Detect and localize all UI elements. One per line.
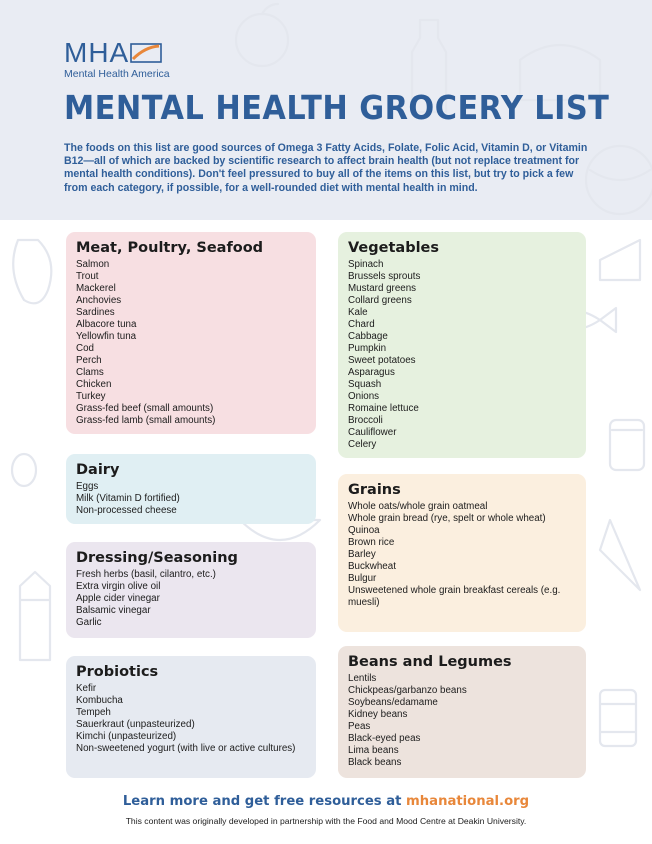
list-item: Tempeh [76, 707, 111, 718]
list-item: Pumpkin [348, 343, 387, 354]
can-doodle-icon [600, 690, 636, 746]
category-card [338, 474, 586, 632]
list-item: Spinach [348, 259, 384, 270]
footer-note: This content was originally developed in partnership with the Food and Mood Centre at Deakin University. [125, 816, 527, 826]
footer-cta-text: Learn more and get free resources at [122, 794, 402, 809]
list-item: Clams [76, 367, 104, 378]
item-list [76, 481, 306, 517]
category-title: Dairy [76, 462, 120, 478]
list-item: Quinoa [348, 525, 380, 536]
category-card [66, 656, 316, 778]
list-item: Buckwheat [348, 561, 396, 572]
category-card [338, 232, 586, 458]
category-title: Grains [348, 482, 401, 498]
list-item: Perch [76, 355, 102, 366]
item-list [76, 569, 306, 629]
item-list [348, 501, 576, 609]
fruit-doodle-icon [236, 4, 288, 66]
list-item: Balsamic vinegar [76, 605, 151, 616]
item-list [348, 259, 576, 451]
list-item: Brussels sprouts [348, 271, 421, 282]
intro-paragraph: The foods on this list are good sources of Omega 3 Fatty Acids, Folate, Folic Acid, Vitamin D, or Vitamin B12—all of which are backed by scientific research to affect brain health (but not replace treatment for mental health conditions). Don't feel pressured to buy all of the items on this list, but try to pick a few from each category, if possible, for a well-rounded diet with mental health in mind. [64, 142, 588, 194]
list-item: Bulgur [348, 573, 377, 584]
list-item: Cod [76, 343, 94, 354]
item-list [348, 673, 576, 769]
item-list [76, 259, 306, 427]
cabbage-doodle-icon [586, 146, 652, 214]
category-card [66, 542, 316, 638]
list-item: Anchovies [76, 295, 122, 306]
category-card [66, 232, 316, 434]
category-title: Meat, Poultry, Seafood [76, 240, 264, 256]
list-item: Asparagus [348, 367, 395, 378]
list-item: Trout [76, 271, 99, 282]
website-link[interactable]: mhanational.org [406, 794, 530, 809]
list-item: Kidney beans [348, 709, 408, 720]
list-item: Chicken [76, 379, 112, 390]
list-item: Eggs [76, 481, 99, 492]
milk-carton-doodle-icon [20, 572, 50, 660]
category-title: Probiotics [76, 664, 159, 680]
list-item: Peas [348, 721, 371, 732]
list-item: Whole grain bread (rye, spelt or whole wheat) [348, 513, 546, 524]
category-card [338, 646, 586, 778]
list-item: Garlic [76, 617, 102, 628]
carrot-doodle-icon [600, 520, 640, 590]
pepper-doodle-icon [13, 240, 51, 303]
list-item: Barley [348, 549, 376, 560]
egg-doodle-icon [12, 454, 36, 486]
list-item: Grass-fed lamb (small amounts) [76, 415, 216, 426]
list-item: Chickpeas/garbanzo beans [348, 685, 467, 696]
item-list [76, 683, 306, 755]
list-item: Mustard greens [348, 283, 417, 294]
list-item: Apple cider vinegar [76, 593, 160, 604]
list-item: Sauerkraut (unpasteurized) [76, 719, 195, 730]
category-title: Vegetables [348, 240, 440, 256]
list-item: Romaine lettuce [348, 403, 419, 414]
list-item: Albacore tuna [76, 319, 137, 330]
page-title: MENTAL HEALTH GROCERY LIST [64, 88, 610, 127]
cheese-doodle-icon [600, 240, 640, 280]
list-item: Collard greens [348, 295, 412, 306]
list-item: Turkey [76, 391, 106, 402]
list-item: Kimchi (unpasteurized) [76, 731, 177, 742]
category-card [66, 454, 316, 524]
list-item: Milk (Vitamin D fortified) [76, 493, 180, 504]
list-item: Onions [348, 391, 380, 402]
list-item: Black beans [348, 757, 402, 768]
list-item: Kale [348, 307, 368, 318]
mha-logo [64, 37, 170, 80]
list-item: Squash [348, 379, 382, 390]
list-item: Kefir [76, 683, 97, 694]
list-item: Lentils [348, 673, 377, 684]
list-item: Unsweetened whole grain breakfast cereals (e.g. muesli) [348, 585, 561, 608]
list-item: Kombucha [76, 695, 123, 706]
category-title: Dressing/Seasoning [76, 550, 238, 566]
list-item: Black-eyed peas [348, 733, 421, 744]
list-item: Cabbage [348, 331, 388, 342]
list-item: Fresh herbs (basil, cilantro, etc.) [76, 569, 216, 580]
list-item: Non-sweetened yogurt (with live or active cultures) [76, 743, 296, 754]
list-item: Brown rice [348, 537, 395, 548]
logo-name: Mental Health America [64, 68, 170, 80]
list-item: Celery [348, 439, 377, 450]
list-item: Salmon [76, 259, 110, 270]
list-item: Soybeans/edamame [348, 697, 438, 708]
list-item: Whole oats/whole grain oatmeal [348, 501, 488, 512]
category-title: Beans and Legumes [348, 654, 512, 670]
list-item: Broccoli [348, 415, 383, 426]
list-item: Lima beans [348, 745, 399, 756]
list-item: Non-processed cheese [76, 505, 177, 516]
logo-letters: MHA [64, 37, 130, 68]
list-item: Cauliflower [348, 427, 397, 438]
footer-cta [0, 794, 652, 809]
list-item: Sardines [76, 307, 115, 318]
logo-flag-icon [129, 42, 163, 64]
list-item: Mackerel [76, 283, 116, 294]
list-item: Grass-fed beef (small amounts) [76, 403, 214, 414]
list-item: Chard [348, 319, 375, 330]
jar-doodle-icon [610, 420, 644, 470]
list-item: Extra virgin olive oil [76, 581, 161, 592]
list-item: Sweet potatoes [348, 355, 416, 366]
list-item: Yellowfin tuna [76, 331, 137, 342]
